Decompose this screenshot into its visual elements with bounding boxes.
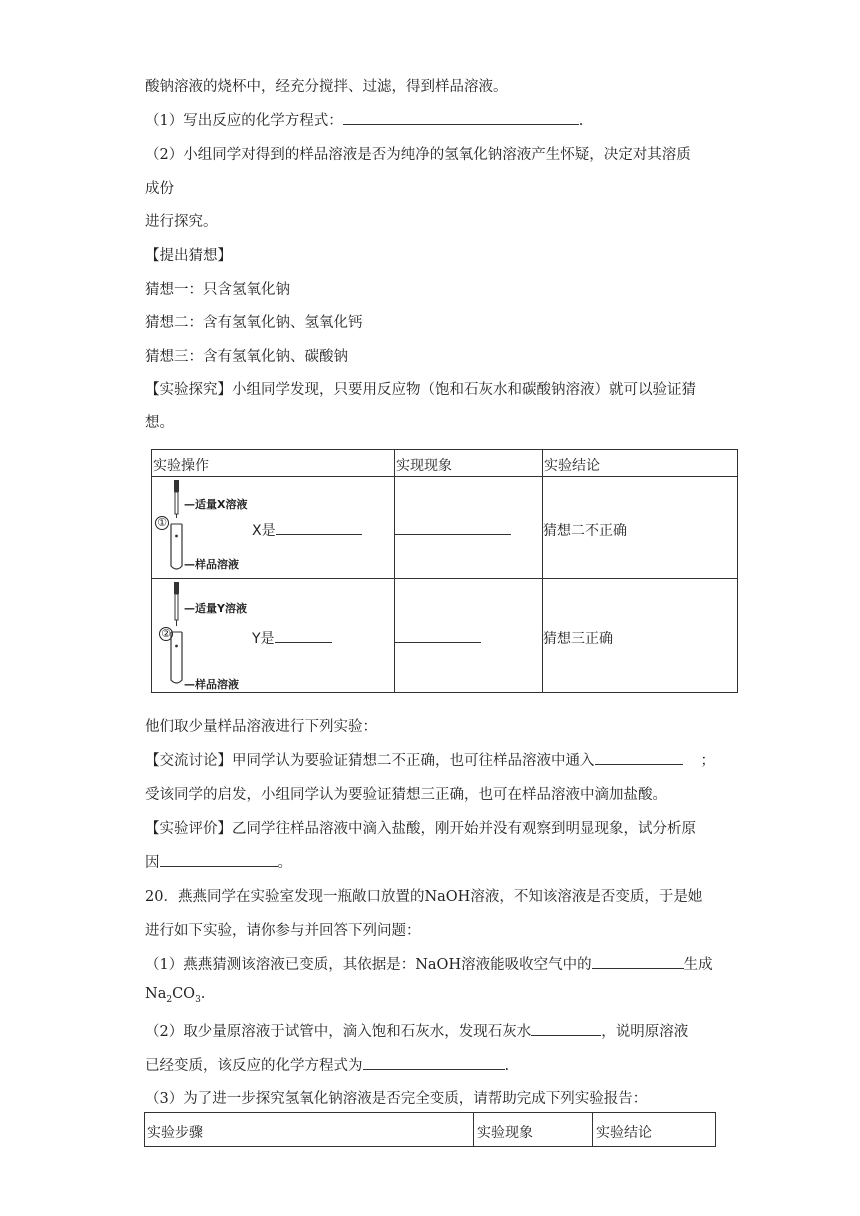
section-heading-hypothesis: 【提出猜想】 — [145, 248, 232, 264]
y-answer: Y是 — [252, 628, 332, 648]
part-2-text: （2）取少量原溶液于试管中，滴入饱和石灰水，发现石灰水 — [145, 1024, 532, 1040]
hypothesis-3: 猜想三：含有氢氧化钠、碳酸钠 — [145, 349, 348, 365]
period: . — [504, 1058, 510, 1074]
semicolon: ； — [700, 753, 715, 769]
sample-label: —样品溶液 — [184, 678, 239, 691]
report-table — [144, 1112, 716, 1147]
question-2-text-cont: 成份 — [145, 181, 174, 197]
header-operation: 实验操作 — [153, 458, 209, 474]
reagent-label: —适量Y溶液 — [184, 602, 247, 615]
equation-text: 已经变质，该反应的化学方程式为 — [145, 1058, 363, 1074]
x-blank[interactable] — [276, 520, 362, 535]
header-phenomenon: 实现现象 — [396, 458, 452, 474]
reason-text: 因 — [145, 855, 160, 871]
question-20-part-1 — [145, 953, 713, 974]
conclusion-2: 猜想三正确 — [543, 631, 613, 647]
answer-blank[interactable] — [363, 1055, 505, 1070]
question-1-equation — [145, 109, 583, 130]
hypothesis-2: 猜想二：含有氢氧化钠、氢氧化钙 — [145, 315, 363, 331]
discussion-line-2: 受该同学的启发，小组同学认为要验证猜想三正确，也可在样品溶液中滴加盐酸。 — [145, 787, 667, 803]
header-step: 实验步骤 — [147, 1125, 203, 1141]
answer-blank[interactable] — [343, 110, 579, 125]
question-20-intro: 20．燕燕同学在实验室发现一瓶敞口放置的NaOH溶液，不知该溶液是否变质，于是她 — [145, 889, 703, 905]
question-20-part-2-cont — [145, 1054, 509, 1075]
part-1-text: （1）燕燕猜测该溶液已变质，其依据是：NaOH溶液能吸收空气中的 — [145, 957, 592, 973]
evaluation-line-2 — [145, 851, 292, 872]
header-conclusion: 实验结论 — [544, 458, 600, 474]
x-answer: X是 — [252, 520, 362, 540]
question-2-text-cont2: 进行探究。 — [145, 214, 218, 230]
experiment-table — [151, 449, 738, 693]
na2co3-formula: $Na_2CO_3$. — [145, 986, 206, 1005]
phenomenon-blank-1[interactable] — [395, 520, 511, 539]
answer-blank[interactable] — [160, 852, 278, 867]
answer-blank[interactable] — [595, 750, 683, 765]
conclusion-1: 猜想二不正确 — [543, 523, 627, 539]
step-number-1: ① — [155, 516, 169, 530]
discussion-line — [145, 749, 715, 770]
question-2-text: （2）小组同学对得到的样品溶液是否为纯净的氢氧化钠溶液产生怀疑，决定对其溶质 — [145, 147, 691, 163]
question-20-intro-cont: 进行如下实验，请你参与并回答下列问题： — [145, 923, 421, 939]
question-20-part-3: （3）为了进一步探究氢氧化钠溶液是否完全变质，请帮助完成下列实验报告： — [145, 1091, 648, 1107]
answer-blank[interactable] — [531, 1021, 601, 1036]
discussion-text: 【交流讨论】甲同学认为要验证猜想二不正确，也可往样品溶液中通入 — [145, 753, 595, 769]
y-blank[interactable] — [275, 628, 332, 643]
phenomenon-blank-2[interactable] — [395, 628, 481, 647]
part-1-suffix: 生成 — [683, 957, 713, 973]
sample-experiment-text: 他们取少量样品溶液进行下列实验： — [145, 719, 377, 735]
sample-label: —样品溶液 — [184, 558, 239, 571]
question-20-part-2 — [145, 1020, 688, 1041]
experiment-explore-text-cont: 想。 — [145, 415, 174, 431]
answer-blank[interactable] — [592, 954, 684, 969]
reagent-label: —适量X溶液 — [184, 498, 248, 511]
period: 。 — [277, 855, 292, 871]
header-conclusion: 实验结论 — [596, 1125, 652, 1141]
part-2-suffix: ，说明原溶液 — [601, 1024, 689, 1040]
step-number-2: ② — [159, 627, 173, 641]
header-phenomenon: 实验现象 — [477, 1125, 533, 1141]
evaluation-line: 【实验评价】乙同学往样品溶液中滴入盐酸，刚开始并没有观察到明显现象，试分析原 — [145, 821, 696, 837]
experiment-explore-text: 【实验探究】小组同学发现，只要用反应物（饱和石灰水和碳酸钠溶液）就可以验证猜 — [145, 382, 696, 398]
period: . — [578, 113, 584, 129]
text-line-1: 酸钠溶液的烧杯中，经充分搅拌、过滤，得到样品溶液。 — [145, 79, 508, 95]
question-1-text: （1）写出反应的化学方程式： — [145, 113, 343, 129]
hypothesis-1: 猜想一：只含氢氧化钠 — [145, 282, 290, 298]
